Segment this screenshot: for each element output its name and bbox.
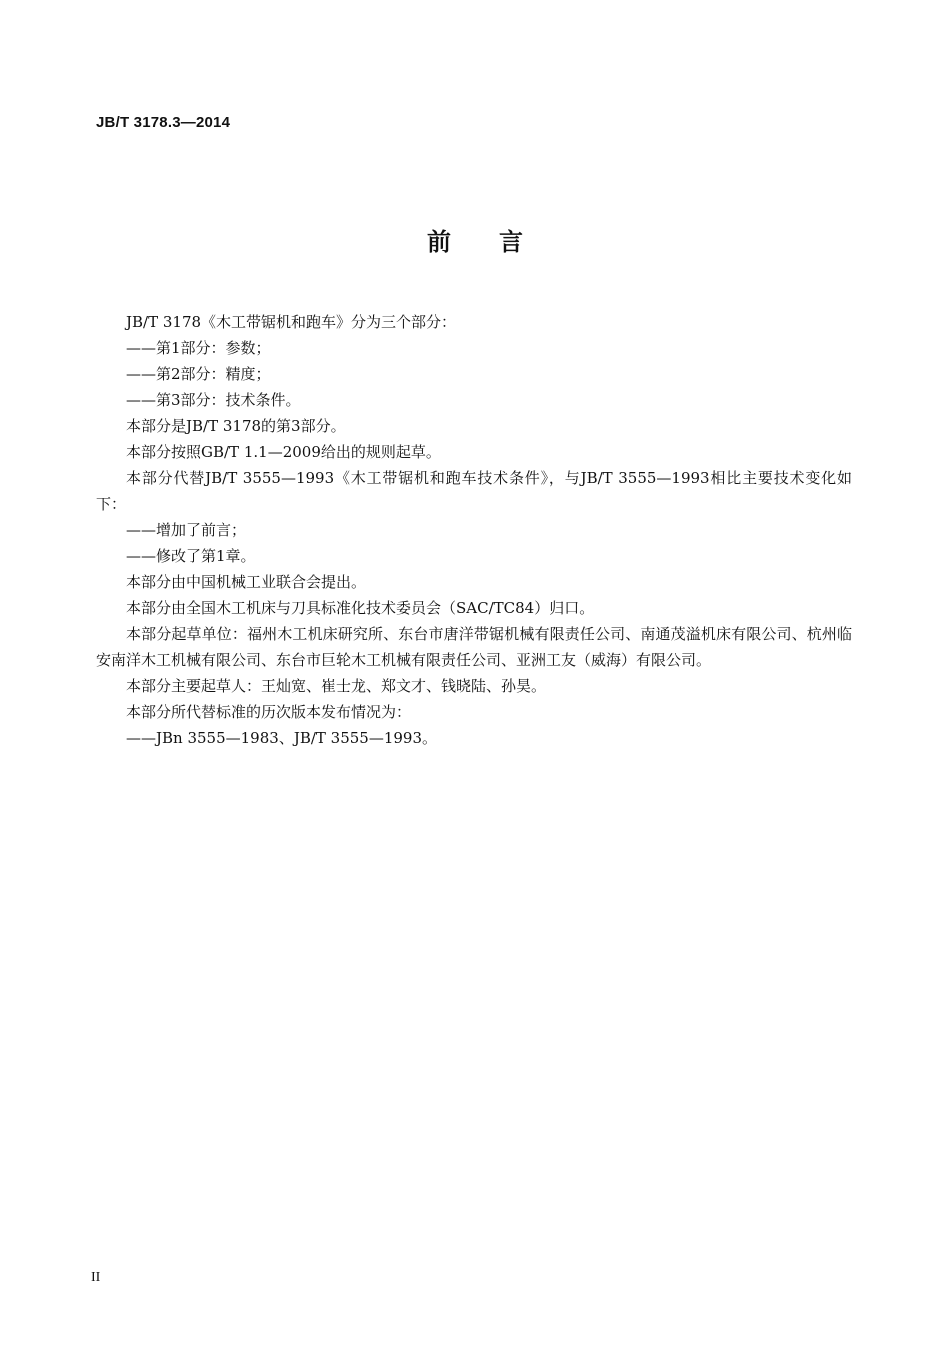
list-item-part-3: ——第3部分：技术条件。 [126,391,301,409]
paragraph-drafters: 本部分主要起草人：王灿宽、崔士龙、郑文才、钱晓陆、孙昊。 [126,677,547,695]
list-item-part-2: ——第2部分：精度； [126,365,271,383]
paragraph-committee: 本部分由全国木工机床与刀具标准化技术委员会（SAC/TC84）归口。 [126,599,595,617]
list-item-history: ——JBn 3555—1983、JB/T 3555—1993。 [126,729,438,747]
list-item-change-1: ——增加了前言； [126,521,247,539]
standard-number-header: JB/T 3178.3—2014 [96,114,231,131]
paragraph-part-statement: 本部分是JB/T 3178的第3部分。 [126,417,346,435]
paragraph-replacement: 本部分代替JB/T 3555—1993《木工带锯机和跑车技术条件》，与JB/T 3555—1993相比主要技术变化如下： [96,469,852,513]
list-item-change-2: ——修改了第1章。 [126,547,256,565]
paragraph-parts-intro: JB/T 3178《木工带锯机和跑车》分为三个部分： [126,313,457,331]
page-number: II [91,1270,101,1285]
paragraph-proposer: 本部分由中国机械工业联合会提出。 [126,573,367,591]
page-title: 前言 [427,228,571,256]
list-item-part-1: ——第1部分：参数； [126,339,271,357]
paragraph-drafting-rules: 本部分按照GB/T 1.1—2009给出的规则起草。 [126,443,441,461]
paragraph-drafting-units: 本部分起草单位：福州木工机床研究所、东台市唐洋带锯机械有限责任公司、南通茂溢机床有限公司、杭州临安南洋木工机械有限公司、东台市巨轮木工机械有限责任公司、亚洲工友（威海）有限公司。 [96,625,852,669]
paragraph-history-intro: 本部分所代替标准的历次版本发布情况为： [126,703,412,721]
foreword-body [96,309,852,751]
